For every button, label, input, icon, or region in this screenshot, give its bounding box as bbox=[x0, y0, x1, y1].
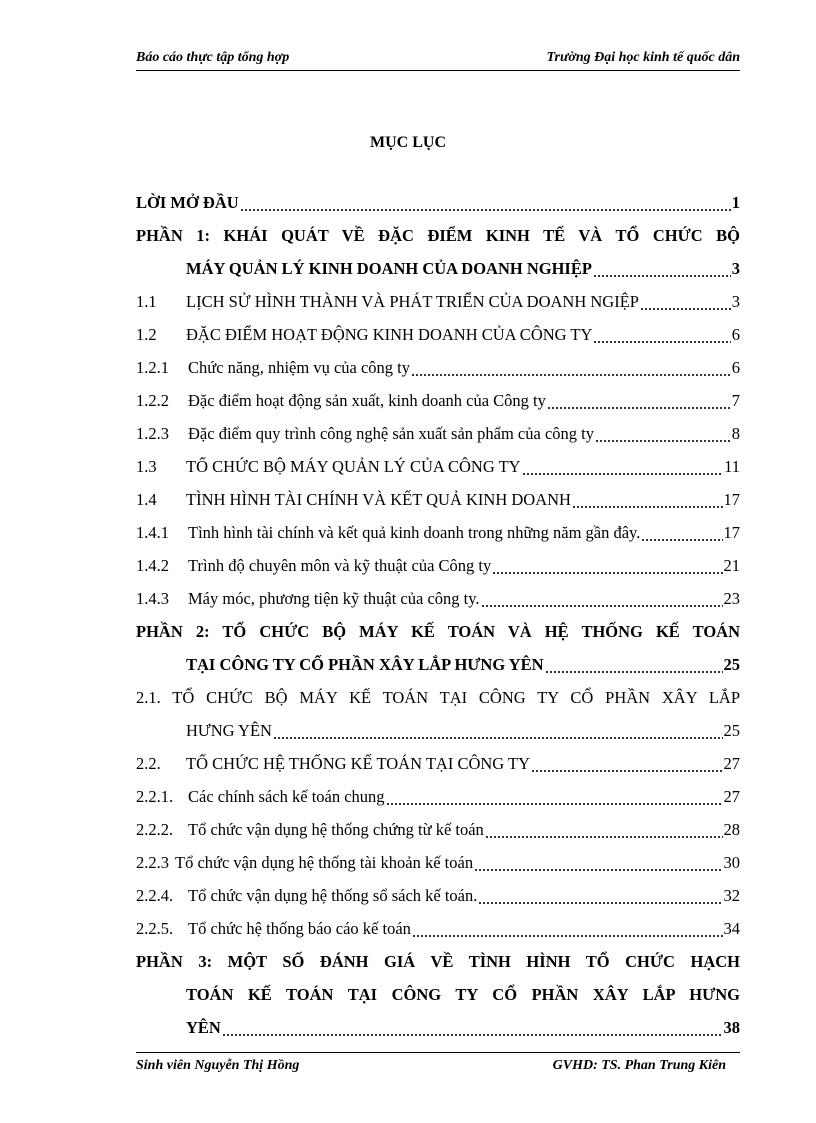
section-number: 1.3 bbox=[136, 456, 157, 476]
section-number: 2.2. bbox=[136, 753, 161, 773]
toc-entry-part3[interactable]: PHẦN 3: MỘT SỐ ĐÁNH GIÁ VỀ TÌNH HÌNH TỔ CHỨC HẠCH bbox=[136, 951, 740, 971]
toc-entry-1-2-1[interactable]: 1.2.1 Chức năng, nhiệm vụ của công ty 6 bbox=[136, 357, 740, 377]
page-number: 17 bbox=[723, 522, 740, 542]
section-number: 1.4.2 bbox=[136, 555, 169, 575]
dot-leader bbox=[222, 1025, 723, 1037]
page-number: 28 bbox=[723, 819, 740, 839]
toc-entry-intro[interactable]: LỜI MỞ ĐẦU 1 bbox=[136, 192, 740, 212]
dot-leader bbox=[474, 860, 722, 872]
page-number: 1 bbox=[731, 192, 740, 212]
page-number: 11 bbox=[724, 456, 740, 476]
dot-leader bbox=[572, 497, 723, 509]
toc-entry-2-2-1[interactable]: 2.2.1. Các chính sách kế toán chung 27 bbox=[136, 786, 740, 806]
page-number: 32 bbox=[723, 885, 740, 905]
page-number: 6 bbox=[731, 357, 740, 377]
dot-leader bbox=[412, 926, 723, 938]
toc-entry-1-4[interactable]: 1.4 TÌNH HÌNH TÀI CHÍNH VÀ KẾT QUẢ KINH DOANH 17 bbox=[136, 489, 740, 509]
footer-advisor: GVHD: TS. Phan Trung Kiên bbox=[552, 1058, 726, 1073]
toc-entry-1-4-1[interactable]: 1.4.1 Tình hình tài chính và kết quả kinh doanh trong những năm gần đây. 17 bbox=[136, 522, 740, 542]
toc-entry-2-1-cont[interactable]: HƯNG YÊN 25 bbox=[186, 720, 740, 740]
section-number: 2.2.5. bbox=[136, 918, 174, 938]
footer-student: Sinh viên Nguyễn Thị Hồng bbox=[136, 1058, 300, 1073]
toc-entry-1-4-3[interactable]: 1.4.3 Máy móc, phương tiện kỹ thuật của công ty. 23 bbox=[136, 588, 740, 608]
toc-entry-part2-cont[interactable]: TẠI CÔNG TY CỔ PHẦN XÂY LẮP HƯNG YÊN 25 bbox=[186, 654, 740, 674]
toc-entry-part3-cont2[interactable]: YÊN 38 bbox=[186, 1017, 740, 1037]
page-number: 6 bbox=[731, 324, 740, 344]
page-number: 21 bbox=[723, 555, 740, 575]
section-number: 1.2.2 bbox=[136, 390, 169, 410]
page-header bbox=[136, 48, 740, 71]
toc-entry-part2[interactable]: PHẦN 2: TỔ CHỨC BỘ MÁY KẾ TOÁN VÀ HỆ THỐNG KẾ TOÁN bbox=[136, 621, 740, 641]
header-report-title: Báo cáo thực tập tổng hợp bbox=[136, 50, 290, 65]
dot-leader bbox=[386, 794, 723, 806]
section-number: 1.4.3 bbox=[136, 588, 169, 608]
toc-entry-1-3[interactable]: 1.3 TỔ CHỨC BỘ MÁY QUẢN LÝ CỦA CÔNG TY 11 bbox=[136, 456, 740, 476]
dot-leader bbox=[640, 299, 731, 311]
page-number: 3 bbox=[731, 291, 740, 311]
toc-entry-1-2[interactable]: 1.2 ĐẶC ĐIỂM HOẠT ĐỘNG KINH DOANH CỦA CÔNG TY 6 bbox=[136, 324, 740, 344]
toc-entry-1-4-2[interactable]: 1.4.2 Trình độ chuyên môn và kỹ thuật của Công ty 21 bbox=[136, 555, 740, 575]
page-number: 34 bbox=[723, 918, 740, 938]
page-number: 27 bbox=[723, 786, 740, 806]
dot-leader bbox=[547, 398, 731, 410]
dot-leader bbox=[522, 464, 724, 476]
page-number: 8 bbox=[731, 423, 740, 443]
dot-leader bbox=[531, 761, 722, 773]
dot-leader bbox=[641, 530, 722, 542]
page-number: 23 bbox=[723, 588, 740, 608]
section-number: 1.1 bbox=[136, 291, 157, 311]
toc-entry-2-1[interactable]: 2.1. TỔ CHỨC BỘ MÁY KẾ TOÁN TẠI CÔNG TY CỔ PHẦN XÂY LẮP bbox=[136, 687, 740, 707]
toc-entry-2-2-5[interactable]: 2.2.5. Tổ chức hệ thống báo cáo kế toán 34 bbox=[136, 918, 740, 938]
table-of-contents bbox=[136, 186, 740, 1044]
toc-entry-1-1[interactable]: 1.1 LỊCH SỬ HÌNH THÀNH VÀ PHÁT TRIỂN CỦA DOANH NGIỆP 3 bbox=[136, 291, 740, 311]
section-number: 1.2.1 bbox=[136, 357, 169, 377]
page-number: 3 bbox=[731, 258, 740, 278]
toc-entry-part3-cont[interactable]: TOÁN KẾ TOÁN TẠI CÔNG TY CỔ PHẦN XÂY LẮP HƯNG bbox=[186, 984, 740, 1004]
page-number: 25 bbox=[723, 720, 740, 740]
section-number: 2.2.2. bbox=[136, 819, 174, 839]
page-number: 25 bbox=[723, 654, 740, 674]
dot-leader bbox=[273, 728, 723, 740]
section-number: 2.2.4. bbox=[136, 885, 174, 905]
toc-entry-2-2-4[interactable]: 2.2.4. Tổ chức vận dụng hệ thống sổ sách kế toán. 32 bbox=[136, 885, 740, 905]
dot-leader bbox=[240, 200, 731, 212]
page-number: 30 bbox=[723, 852, 740, 872]
dot-leader bbox=[478, 893, 722, 905]
page-number: 7 bbox=[731, 390, 740, 410]
dot-leader bbox=[545, 662, 723, 674]
toc-entry-2-2-2[interactable]: 2.2.2. Tổ chức vận dụng hệ thống chứng từ kế toán 28 bbox=[136, 819, 740, 839]
section-number: 1.4 bbox=[136, 489, 157, 509]
dot-leader bbox=[411, 365, 731, 377]
toc-entry-1-2-2[interactable]: 1.2.2 Đặc điểm hoạt động sản xuất, kinh doanh của Công ty 7 bbox=[136, 390, 740, 410]
toc-entry-1-2-3[interactable]: 1.2.3 Đặc điểm quy trình công nghệ sản xuất sản phẩm của công ty 8 bbox=[136, 423, 740, 443]
page-number: 38 bbox=[723, 1017, 740, 1037]
section-number: 2.2.3 bbox=[136, 852, 169, 872]
dot-leader bbox=[593, 266, 731, 278]
toc-entry-part1[interactable]: PHẦN 1: KHÁI QUÁT VỀ ĐẶC ĐIỂM KINH TẾ VÀ TỔ CHỨC BỘ bbox=[136, 225, 740, 245]
page-footer bbox=[136, 1052, 740, 1079]
dot-leader bbox=[593, 332, 730, 344]
toc-entry-2-2-3[interactable]: 2.2.3 Tổ chức vận dụng hệ thống tài khoản kế toán 30 bbox=[136, 852, 740, 872]
section-number: 1.4.1 bbox=[136, 522, 169, 542]
dot-leader bbox=[595, 431, 731, 443]
toc-entry-part1-cont[interactable]: MÁY QUẢN LÝ KINH DOANH CỦA DOANH NGHIỆP 3 bbox=[186, 258, 740, 278]
section-number: 1.2.3 bbox=[136, 423, 169, 443]
page-number: 17 bbox=[723, 489, 740, 509]
toc-entry-2-2[interactable]: 2.2. TỔ CHỨC HỆ THỐNG KẾ TOÁN TẠI CÔNG TY 27 bbox=[136, 753, 740, 773]
section-number: 1.2 bbox=[136, 324, 157, 344]
dot-leader bbox=[481, 596, 723, 608]
header-university: Trường Đại học kinh tế quốc dân bbox=[546, 50, 740, 65]
dot-leader bbox=[492, 563, 722, 575]
page-number: 27 bbox=[723, 753, 740, 773]
page-title: MỤC LỤC bbox=[370, 134, 446, 151]
section-number: 2.2.1. bbox=[136, 786, 174, 806]
dot-leader bbox=[485, 827, 723, 839]
